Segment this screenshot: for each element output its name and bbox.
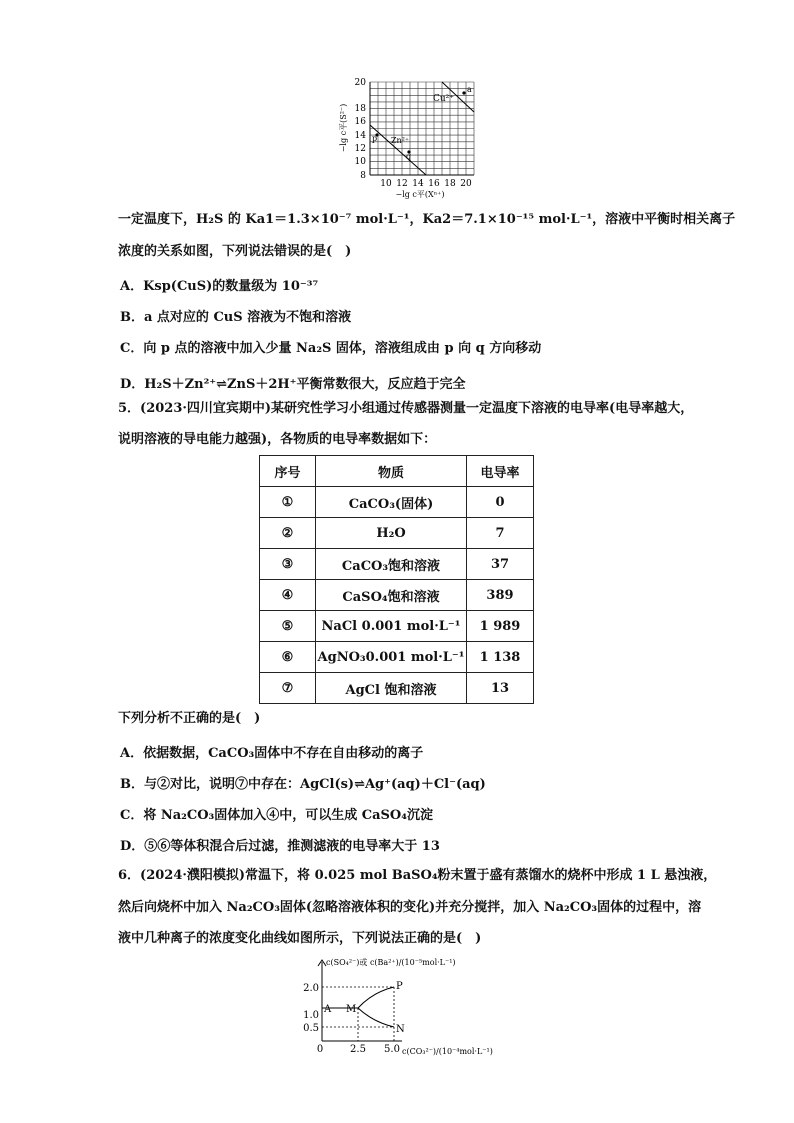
y-tick: 20 [354,78,366,88]
cell-conductivity: 37 [467,549,534,580]
cell-substance: AgNO₃0.001 mol·L⁻¹ [316,642,467,673]
q5-option-c: C．将 Na₂CO₃固体加入④中，可以生成 CaSO₄沉淀 [120,808,433,823]
q5-option-b: B．与②对比，说明⑦中存在：AgCl(s)⇌Ag⁺(aq)＋Cl⁻(aq) [120,777,486,792]
point-p-label: p [372,134,378,143]
q4-option-c: C．向 p 点的溶液中加入少量 Na₂S 固体，溶液组成由 p 向 q 方向移动 [120,341,542,356]
cell-index: ④ [260,580,316,611]
cell-index: ⑤ [260,611,316,642]
cell-conductivity: 13 [467,673,534,704]
ion-concentration-graph [334,72,484,200]
cell-conductivity: 0 [467,487,534,518]
x-tick: 0 [316,1044,324,1055]
cell-substance: AgCl 饱和溶液 [316,673,467,704]
x-tick: 5.0 [384,1044,400,1055]
point-q-label: q [406,152,412,161]
cell-index: ⑥ [260,642,316,673]
cell-substance: CaCO₃饱和溶液 [316,549,467,580]
q4-stem-line1: 一定温度下，H₂S 的 Ka1＝1.3×10⁻⁷ mol·L⁻¹，Ka2＝7.1×10⁻¹⁵ mol·L⁻¹，溶液中平衡时相关离子 [118,212,736,227]
q5-option-d: D．⑤⑥等体积混合后过滤，推测滤液的电导率大于 13 [120,839,440,854]
cell-substance: NaCl 0.001 mol·L⁻¹ [316,611,467,642]
y-tick: 2.0 [303,983,319,994]
x-tick: 12 [396,179,408,189]
x-axis-label: −lg c平(Xⁿ⁺) [395,190,445,199]
y-tick: 16 [354,117,366,127]
x-axis-label: c(CO₃²⁻)/(10⁻⁴mol·L⁻¹) [402,1047,493,1056]
table-row [260,673,534,704]
cell-index: ③ [260,549,316,580]
cell-substance: H₂O [316,518,467,549]
header-conductivity: 电导率 [467,456,534,487]
x-tick: 14 [412,179,424,189]
table-row [260,549,534,580]
q6-stem-line2: 然后向烧杯中加入 Na₂CO₃固体(忽略溶液体积的变化)并充分搅拌，加入 Na₂CO₃固体的过程中，溶 [118,900,702,915]
y-tick: 14 [354,131,366,141]
q5-option-a: A．依据数据，CaCO₃固体中不存在自由移动的离子 [120,746,424,761]
x-tick: 20 [460,179,472,189]
y-tick: 0.5 [303,1023,319,1034]
concentration-curve-graph [298,952,538,1060]
y-tick: 10 [354,157,366,167]
q5-stem-line2: 说明溶液的导电能力越强)，各物质的电导率数据如下： [118,432,437,447]
q6-stem-line1: 6．(2024·濮阳模拟)常温下，将 0.025 mol BaSO₄粉末置于盛有蒸馏水的烧杯中形成 1 L 悬浊液， [118,868,717,883]
table-header-row [260,456,534,487]
zn-curve-label: Zn²⁺ [391,136,410,145]
point-a-label: A [324,1004,332,1015]
cu-curve-label: Cu²⁺ [433,94,455,104]
y-tick: 1.0 [303,1010,319,1021]
x-tick: 16 [428,179,440,189]
y-axis-label: c(SO₄²⁻)或 c(Ba²⁺)/(10⁻⁵mol·L⁻¹) [326,958,456,967]
cell-index: ② [260,518,316,549]
table-row [260,580,534,611]
x-tick: 18 [444,179,456,189]
y-axis-label: −lg c平(S²⁻) [339,103,348,153]
point-m-label: M [346,1004,357,1015]
q6-stem-line3: 液中几种离子的浓度变化曲线如图所示，下列说法正确的是( ) [118,931,482,946]
header-substance: 物质 [316,456,467,487]
cell-conductivity: 7 [467,518,534,549]
cell-conductivity: 389 [467,580,534,611]
table-row [260,642,534,673]
cell-substance: CaCO₃(固体) [316,487,467,518]
y-tick: 12 [354,144,366,154]
q4-option-d: D．H₂S＋Zn²⁺⇌ZnS＋2H⁺平衡常数很大，反应趋于完全 [120,377,466,392]
q5-stem-line1: 5．(2023·四川宜宾期中)某研究性学习小组通过传感器测量一定温度下溶液的电导率(电导率越大， [118,401,694,416]
table-row [260,611,534,642]
header-index: 序号 [260,456,316,487]
cell-conductivity: 1 138 [467,642,534,673]
x-tick: 10 [380,179,392,189]
q4-option-a: A．Ksp(CuS)的数量级为 10⁻³⁷ [120,279,319,294]
table-row [260,487,534,518]
cell-index: ① [260,487,316,518]
table-row [260,518,534,549]
point-a-label: a [467,85,472,94]
point-p-label: P [396,981,403,992]
q4-stem-line2: 浓度的关系如图，下列说法错误的是( ) [118,244,352,259]
cell-index: ⑦ [260,673,316,704]
y-tick: 18 [354,104,366,114]
q5-question: 下列分析不正确的是( ) [118,711,261,726]
y-tick: 8 [360,171,366,181]
x-tick: 2.5 [350,1044,366,1055]
point-n-label: N [396,1024,405,1035]
q4-option-b: B．a 点对应的 CuS 溶液为不饱和溶液 [120,310,352,325]
cell-conductivity: 1 989 [467,611,534,642]
conductivity-table [259,455,534,704]
cell-substance: CaSO₄饱和溶液 [316,580,467,611]
